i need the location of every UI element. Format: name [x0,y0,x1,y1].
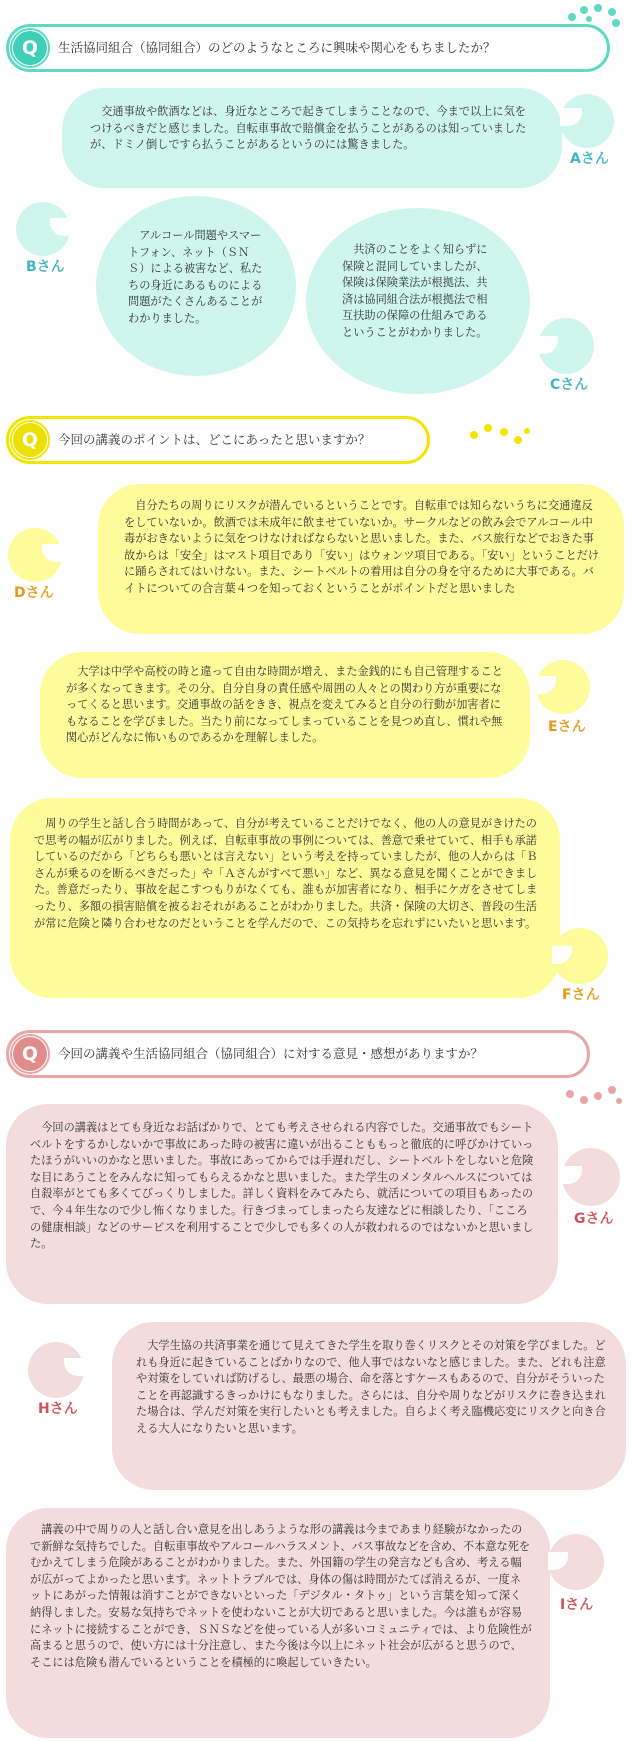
answer-bubble [6,1508,550,1738]
speaker-name: Dさん [14,585,54,601]
answer-bubble [98,484,624,634]
decor-dot [594,1092,602,1100]
decor-dot [580,1096,588,1104]
answer-bubble [96,196,296,376]
answer-text: 自分たちの周りにリスクが潜んでいるということです。自転車では知らないうちに交通違反をしていないか。飲酒では未成年に飲ませていないか。サークルなどの飲み会でアルコール中毒がおきないように気をつけなければならないと思いました。また、バス旅行などでおきた事故からは「安全」はマスト項目であり「安い」はウォンツ項目である。「安い」ということだけに踊らされてはいけない。また、シートベルトの着用は自分の身を守るために大事である。バイトについての合言葉４つを知っておくということがポイントだと思いました [124,499,600,595]
decor-dot [612,19,620,27]
speaker-name: Aさん [570,151,609,167]
decor-dot [568,13,576,21]
answer-text: アルコール問題やスマートフォン、ネット（ＳＮＳ）による被害など、私たちの身近にあるものによる問題がたくさんあることがわかりました。 [128,229,263,325]
question-text: 今回の講義や生活協同組合（協同組合）に対する意見・感想がありますか？ [58,1046,484,1061]
answer-text: 周りの学生と話し合う時間があって、自分が考えていることだけでなく、他の人の意見がきけたので思考の幅が広がりました。例えば、自転車事故の事例については、善意で乗せていて、相手も承諾しているのだから「どちらも悪いとは言えない」という考えを持っていましたが、他の人からは「Ｂさんが乗るのを断るべきだった」や「Ａさんがすべて悪い」など、異なる意見を聞くことができました。善意だったり、事故を起こすつもりがなくても、誰もが加害者になり、相手にケガをさせてしまったり、多額の損害賠償を被るおそれがあることがわかりました。共済・保険の大切さ、普段の生活が常に危険と隣り合わせなのだということを学んだので、この気持ちを忘れずにいたいと思います。 [34,817,538,930]
answer-bubble [10,798,560,998]
speaker-name: Hさん [38,1401,78,1417]
decor-dot [566,1090,574,1098]
decor-dot [580,6,588,14]
question-icon: Q [13,31,47,65]
decor-dot [616,1098,622,1104]
answer-bubble [62,88,562,188]
decor-dot [608,1086,616,1094]
speaker-name: Fさん [562,987,600,1003]
decor-dot [608,8,616,16]
decor-dot [484,424,492,432]
question-icon: Q [13,1037,47,1071]
question-icon: Q [13,423,47,457]
speaker-name: Iさん [560,1597,594,1613]
decor-dot [514,436,522,444]
answer-bubble [40,652,530,778]
speaker-name: Eさん [548,719,586,735]
question-text: 今回の講義のポイントは、どこにあったと思いますか？ [58,432,371,447]
decor-dot [524,428,530,434]
decor-dot [594,4,602,12]
answer-bubble [306,208,530,394]
answer-text: 大学生協の共済事業を通じて見えてきた学生を取り巻くリスクとその対策を学びました。どれも身近に起きていることばかりなので、他人事ではないなと感じました。また、どれも注意や対策をしていれば防げるし、最悪の場合、命を落とすケースもあるので、自分がそういったことを再認識するきっかけにもなりました。さらには、自分や周りなどがリスクに巻き込まれた場合は、学んだ対策を実行したいとも考えました。自らよく考え臨機応変にリスクと向き合える大人になりたいと思います。 [136,1339,606,1435]
answer-text: 講義の中で周りの人と話し合い意見を出しあうような形の講義は今まであまり経験がなかったので新鮮な気持ちでした。自転車事故やアルコールハラスメント、バス事故などを含め、不本意な死をむかえてしまう危険があることがわかりました。また、外国籍の学生の発言なども含め、考える幅が広がってよかったと思います。ネットトラブルでは、身体の傷は時間がたてば消えるが、一度ネットにあがった情報は消すことができないといった「デジタル・タトゥ」という言葉を知って深く納得しました。安易な気持ちでネットを使わないことが大切であると思いました。今は誰もが容易にネットに接続することができ、ＳＮＳなどを使っている人が多いコミュニティでは、より危険性が高まると思うので、使い方には十分注意し、また今後は今以上にネット社会が広がると思うので、そこには危険も潜んでいるということを積極的に喚起していきたい。 [30,1523,532,1669]
speaker-name: Cさん [550,377,589,393]
answer-text: 共済のことをよく知らずに保険と混同していましたが、保険は保険業法が根拠法、共済は協同組合法が根拠法で相互扶助の保障の仕組みであるということがわかりました。 [342,243,488,339]
speaker-name: Bさん [26,259,65,275]
decor-dot [470,431,478,439]
decor-dot [500,428,508,436]
answer-text: 交通事故や飲酒などは、身近なところで起きてしまうことなので、今まで以上に気をつけるべきだと感じました。自転車事故で賠償金を払うことがあるのは知っていましたが、ドミノ倒しですら払うことがあるというのには驚きました。 [90,105,527,152]
question-text: 生活協同組合（協同組合）のどのようなところに興味や関心をもちましたか？ [58,40,496,55]
speaker-name: Gさん [574,1211,614,1227]
answer-text: 今回の講義はとても身近なお話ばかりで、とても考えさせられる内容でした。交通事故でもシートベルトをするかしないかで事故にあった時の被害に違いが出ることももっと徹底的に呼びかけていったほうがいいのかなと思いました。事故にあってからでは手遅れだし、シートベルトをしないと危険な目にあうことをみんなに知ってもらえるかなと思いました。また学生のメンタルヘルスについては自殺率がとても多くてびっくりしました。詳しく資料をみてみたら、就活についての項目もあったので、今４年生なので少し怖くなりました。行きづまってしまったら友達などに相談したり、「こころの健康相談」などのサービスを利用することで少しでも多くの人が救われるのではないかと思いました。 [30,1121,534,1251]
answer-bubble [6,1104,558,1304]
decor-dot [586,16,592,22]
answer-bubble [112,1322,626,1490]
answer-text: 大学は中学や高校の時と違って自由な時間が増え、また金銭的にも自己管理することが多くなってきます。その分、自分自身の責任感や周囲の人々との関わり方が重要になってくると思います。交通事故の話をきき、視点を変えてみると自分の行動が加害者にもなることを学びました。当たり前になってしまっていることを見つめ直し、慣れや無関心がどんなに怖いものであるかを理解しました。 [66,665,503,745]
